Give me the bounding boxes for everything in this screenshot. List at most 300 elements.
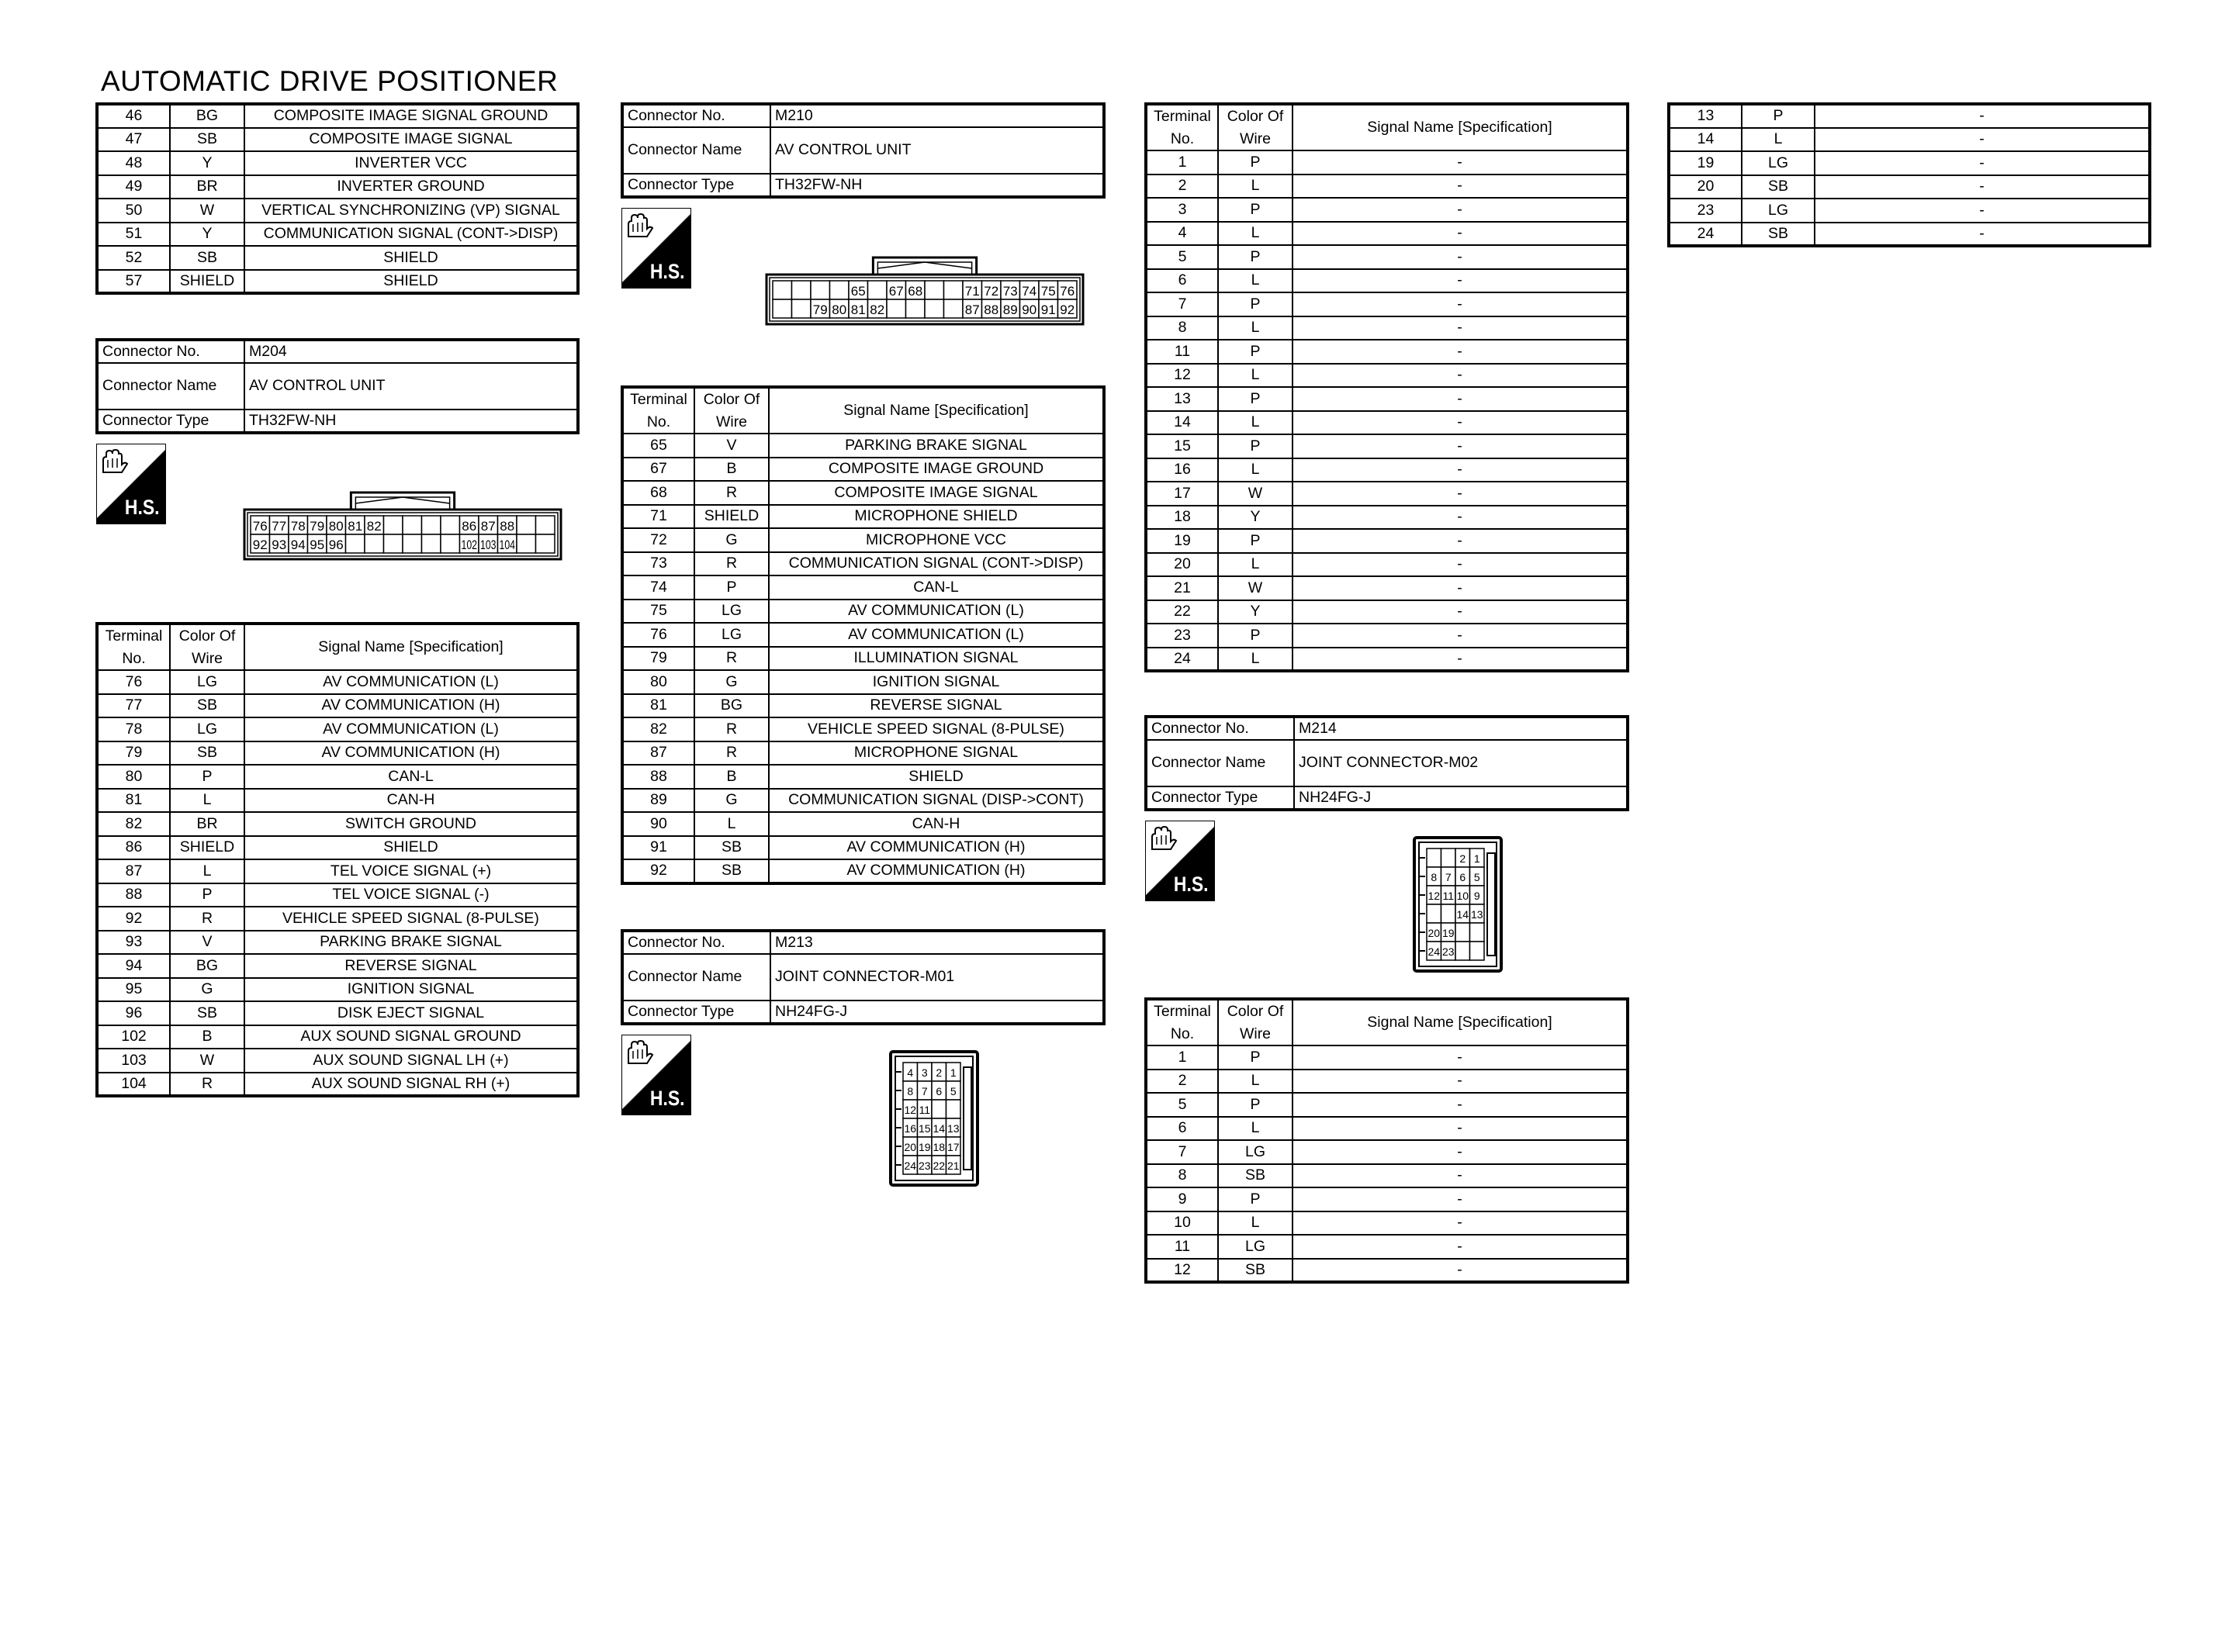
hs-icon [96, 444, 166, 524]
terminal-no-cell: 92 [97, 907, 170, 931]
pin-number: 24 [1427, 945, 1441, 958]
signal-name-cell: AV COMMUNICATION (L) [244, 670, 578, 694]
wire-color-cell: SHIELD [170, 270, 244, 294]
terminal-no-cell: 87 [622, 741, 694, 766]
wire-color-cell: L [1218, 1211, 1293, 1236]
pin-cell [403, 516, 422, 534]
terminal-no-cell: 65 [622, 434, 694, 458]
pin-cell [422, 534, 441, 553]
hs-icon [621, 208, 691, 289]
pin-number: 67 [888, 284, 904, 299]
wire-color-cell: G [694, 670, 769, 694]
hs-label: H.S. [1174, 873, 1209, 896]
pin-cell [944, 299, 964, 318]
pin-number: 87 [964, 302, 980, 317]
wire-color-cell: W [1218, 576, 1293, 600]
terminal-no-cell: 8 [1146, 1164, 1218, 1188]
wire-color-cell: Y [1218, 600, 1293, 624]
table-row [622, 717, 1104, 741]
wire-color-cell: L [170, 859, 244, 883]
pin-number: 8 [1431, 871, 1438, 883]
m210-info-table [621, 102, 1106, 199]
pin-number: 6 [936, 1085, 943, 1097]
pin-cell [811, 281, 830, 299]
pin-cell [944, 281, 964, 299]
table-row [1146, 1117, 1628, 1141]
terminal-no-cell: 78 [97, 717, 170, 741]
signal-name-cell: - [1293, 340, 1628, 364]
hand-icon [1149, 826, 1178, 852]
signal-name-cell: IGNITION SIGNAL [244, 978, 578, 1002]
table-row [1146, 458, 1628, 482]
wire-color-cell: B [694, 765, 769, 789]
pin-number: 81 [850, 302, 866, 317]
connector-no-label: Connector No. [97, 340, 244, 363]
signal-name-cell: INVERTER GROUND [244, 175, 578, 199]
wire-color-cell: LG [694, 600, 769, 624]
m210-terminal-table [621, 385, 1106, 885]
connector-type-value: NH24FG-J [770, 1001, 1104, 1024]
terminal-no-cell: 7 [1146, 1140, 1218, 1164]
m213-info-table [621, 929, 1106, 1025]
signal-name-cell: AV COMMUNICATION (H) [769, 836, 1104, 860]
terminal-no-cell: 88 [97, 883, 170, 907]
pin-number: 92 [1060, 302, 1075, 317]
signal-name-cell: - [1293, 506, 1628, 530]
terminal-no-cell: 76 [622, 623, 694, 647]
signal-name-cell: - [1293, 648, 1628, 672]
terminal-no-cell: 79 [622, 647, 694, 671]
signal-name-cell: REVERSE SIGNAL [769, 694, 1104, 718]
table-row [97, 789, 578, 813]
signal-name-cell: - [1293, 1259, 1628, 1283]
pin-number: 65 [850, 284, 866, 299]
terminal-no-cell: 51 [97, 223, 170, 247]
pin-cell [946, 1100, 961, 1118]
table-row [622, 458, 1104, 482]
table-row [1146, 175, 1628, 199]
terminal-no-cell: 12 [1146, 364, 1218, 388]
wire-color-cell: R [170, 1073, 244, 1097]
signal-name-cell: - [1293, 411, 1628, 435]
terminal-no-cell: 11 [1146, 1235, 1218, 1259]
pin-number: 73 [1002, 284, 1018, 299]
wire-color-cell: LG [170, 670, 244, 694]
signal-name-cell: - [1293, 316, 1628, 340]
terminal-no-cell: 12 [1146, 1259, 1218, 1283]
terminal-header: Terminal No. [1146, 104, 1218, 150]
terminal-no-cell: 67 [622, 458, 694, 482]
signal-name-cell: COMPOSITE IMAGE GROUND [769, 458, 1104, 482]
table-row [622, 434, 1104, 458]
pin-number: 19 [1441, 927, 1455, 939]
wire-color-cell: SB [170, 1001, 244, 1025]
table-row [1146, 292, 1628, 316]
pin-number: 9 [1473, 890, 1480, 902]
pin-number: 3 [921, 1066, 928, 1079]
table-row [1146, 529, 1628, 553]
pin-number: 75 [1040, 284, 1056, 299]
wire-color-cell: P [1218, 529, 1293, 553]
hand-icon [100, 449, 130, 475]
terminal-no-cell: 75 [622, 600, 694, 624]
pin-number: 72 [984, 284, 999, 299]
wire-color-cell: L [1218, 458, 1293, 482]
wire-color-cell: LG [1742, 151, 1815, 175]
pin-number: 14 [933, 1122, 946, 1135]
table-row [1146, 340, 1628, 364]
pin-number: 11 [919, 1104, 931, 1116]
signal-name-cell: - [1293, 482, 1628, 506]
table-row [1146, 1164, 1628, 1188]
pin-cell [441, 516, 460, 534]
table-row [97, 741, 578, 766]
pin-number: 18 [933, 1141, 946, 1153]
signal-name-cell: - [1293, 529, 1628, 553]
wire-color-cell: BR [170, 175, 244, 199]
terminal-no-cell: 10 [1146, 1211, 1218, 1236]
signal-name-cell: SHIELD [769, 765, 1104, 789]
terminal-no-cell: 91 [622, 836, 694, 860]
terminal-no-cell: 46 [97, 104, 170, 128]
signal-name-cell: - [1293, 292, 1628, 316]
table-row [622, 575, 1104, 600]
connector-no-value: M213 [770, 931, 1104, 954]
terminal-no-cell: 80 [97, 765, 170, 789]
pin-number: 86 [462, 519, 477, 534]
terminal-no-cell: 4 [1146, 222, 1218, 246]
signal-name-cell: - [1815, 128, 2150, 152]
connector-type-label: Connector Type [97, 410, 244, 433]
pin-number: 91 [1040, 302, 1056, 317]
table-row [1146, 576, 1628, 600]
color-header: Color Of Wire [1218, 104, 1293, 150]
wire-color-cell: R [694, 717, 769, 741]
signal-name-cell: - [1293, 1235, 1628, 1259]
table-row [1146, 1259, 1628, 1283]
pin-number: 4 [907, 1066, 914, 1079]
table-row [622, 600, 1104, 624]
pin-number: 88 [500, 519, 515, 534]
pin-number: 2 [936, 1066, 943, 1079]
terminal-no-cell: 95 [97, 978, 170, 1002]
wire-color-cell: W [170, 199, 244, 223]
pin-number: 13 [1470, 908, 1483, 921]
pin-cell [517, 534, 536, 553]
wire-color-cell: SB [1218, 1164, 1293, 1188]
wire-color-cell: LG [1218, 1140, 1293, 1164]
table-row [97, 883, 578, 907]
signal-name-cell: - [1293, 1117, 1628, 1141]
pin-number: 103 [480, 537, 497, 552]
connector-type-label: Connector Type [622, 1001, 770, 1024]
wire-color-cell: L [1218, 316, 1293, 340]
signal-header: Signal Name [Specification] [1293, 999, 1628, 1045]
table-row [1669, 151, 2150, 175]
terminal-no-cell: 71 [622, 505, 694, 529]
wire-color-cell: G [694, 528, 769, 552]
terminal-no-cell: 11 [1146, 340, 1218, 364]
pin-number: 88 [984, 302, 999, 317]
wire-color-cell: V [170, 931, 244, 955]
terminal-no-cell: 24 [1669, 223, 1742, 247]
table-row [97, 175, 578, 199]
pin-number: 20 [904, 1141, 917, 1153]
terminal-no-cell: 76 [97, 670, 170, 694]
table-row [1146, 269, 1628, 293]
wire-color-cell: SB [1742, 175, 1815, 199]
signal-name-cell: - [1293, 269, 1628, 293]
table-row [622, 670, 1104, 694]
pin-cell [868, 281, 888, 299]
table-row [97, 717, 578, 741]
signal-name-cell: REVERSE SIGNAL [244, 954, 578, 978]
wire-color-cell: L [1218, 648, 1293, 672]
pin-number: 78 [290, 519, 306, 534]
wire-color-cell: L [694, 812, 769, 836]
terminal-header: Terminal No. [97, 624, 170, 670]
terminal-no-cell: 6 [1146, 269, 1218, 293]
hs-label: H.S. [650, 1087, 685, 1110]
signal-name-cell: - [1293, 458, 1628, 482]
wire-color-cell: L [1218, 222, 1293, 246]
wire-color-cell: SB [170, 246, 244, 270]
terminal-no-cell: 22 [1146, 600, 1218, 624]
terminal-no-cell: 82 [622, 717, 694, 741]
table-row [1146, 198, 1628, 222]
pin-cell [932, 1100, 946, 1118]
table-row [1146, 316, 1628, 340]
pin-number: 2 [1459, 852, 1466, 865]
pin-number: 7 [921, 1085, 928, 1097]
pin-number: 5 [1473, 871, 1480, 883]
table-row [97, 128, 578, 152]
signal-name-cell: VEHICLE SPEED SIGNAL (8-PULSE) [244, 907, 578, 931]
table-row [622, 789, 1104, 813]
signal-name-cell: - [1293, 198, 1628, 222]
signal-name-cell: - [1293, 1093, 1628, 1117]
hs-icon [621, 1035, 691, 1115]
terminal-no-cell: 80 [622, 670, 694, 694]
table-row [97, 670, 578, 694]
signal-name-cell: IGNITION SIGNAL [769, 670, 1104, 694]
table-row [97, 1001, 578, 1025]
pin-cell [1470, 942, 1485, 960]
table-row [1146, 600, 1628, 624]
signal-name-cell: - [1293, 1140, 1628, 1164]
pin-cell [925, 281, 944, 299]
signal-name-cell: - [1293, 624, 1628, 648]
signal-name-cell: CAN-H [769, 812, 1104, 836]
terminal-no-cell: 92 [622, 859, 694, 883]
pin-number: 89 [1002, 302, 1018, 317]
table-row [622, 647, 1104, 671]
table-row [97, 859, 578, 883]
pin-number: 94 [290, 537, 306, 552]
table-row [1146, 506, 1628, 530]
signal-header: Signal Name [Specification] [244, 624, 578, 670]
terminal-no-cell: 74 [622, 575, 694, 600]
pin-number: 1 [950, 1066, 957, 1079]
terminal-no-cell: 90 [622, 812, 694, 836]
wire-color-cell: P [1218, 150, 1293, 175]
pin-number: 71 [964, 284, 980, 299]
terminal-no-cell: 82 [97, 812, 170, 836]
signal-name-cell: - [1815, 151, 2150, 175]
pin-number: 90 [1022, 302, 1037, 317]
table-row [1146, 245, 1628, 269]
signal-name-cell: - [1293, 364, 1628, 388]
color-header: Color Of Wire [1218, 999, 1293, 1045]
pin-cell [536, 534, 555, 553]
m213-connector-face [884, 1049, 985, 1208]
wire-color-cell: BG [170, 104, 244, 128]
pin-number: 92 [252, 537, 268, 552]
terminal-no-cell: 73 [622, 552, 694, 576]
pin-number: 5 [950, 1085, 957, 1097]
pin-number: 20 [1427, 927, 1441, 939]
wire-color-cell: P [170, 765, 244, 789]
signal-name-cell: - [1293, 245, 1628, 269]
pin-cell [384, 516, 403, 534]
pin-cell [1441, 848, 1456, 867]
pin-number: 77 [272, 519, 287, 534]
terminal-no-cell: 13 [1669, 104, 1742, 128]
signal-header: Signal Name [Specification] [1293, 104, 1628, 150]
pin-cell [830, 281, 850, 299]
table-row [97, 151, 578, 175]
hand-icon [625, 213, 655, 240]
wire-color-cell: L [1218, 1070, 1293, 1094]
color-header: Color Of Wire [694, 387, 769, 434]
wire-color-cell: B [170, 1025, 244, 1049]
terminal-no-cell: 50 [97, 199, 170, 223]
pin-cell [346, 534, 365, 553]
table-row [97, 199, 578, 223]
wire-color-cell: B [694, 458, 769, 482]
pin-number: 87 [480, 519, 496, 534]
pin-number: 74 [1022, 284, 1037, 299]
table-row [622, 836, 1104, 860]
connector-name-value: AV CONTROL UNIT [770, 127, 1104, 174]
terminal-no-cell: 19 [1146, 529, 1218, 553]
terminal-no-cell: 5 [1146, 1093, 1218, 1117]
pin-cell [773, 281, 792, 299]
connector-type-value: NH24FG-J [1294, 786, 1628, 810]
wire-color-cell: P [694, 575, 769, 600]
pin-number: 8 [907, 1085, 914, 1097]
table-row [1669, 128, 2150, 152]
pin-cell [887, 299, 906, 318]
terminal-no-cell: 87 [97, 859, 170, 883]
table-row [1146, 1140, 1628, 1164]
wire-color-cell: R [694, 741, 769, 766]
wire-color-cell: G [694, 789, 769, 813]
pin-number: 82 [870, 302, 885, 317]
pin-number: 15 [918, 1122, 931, 1135]
pin-number: 17 [946, 1141, 960, 1153]
terminal-header: Terminal No. [1146, 999, 1218, 1045]
m213-connector-drawing [884, 1049, 985, 1204]
signal-name-cell: - [1293, 553, 1628, 577]
terminal-no-cell: 9 [1146, 1187, 1218, 1211]
signal-name-cell: - [1293, 1211, 1628, 1236]
signal-name-cell: - [1293, 1164, 1628, 1188]
terminal-no-cell: 93 [97, 931, 170, 955]
m210-connector-drawing [765, 250, 1106, 327]
signal-name-cell: SWITCH GROUND [244, 812, 578, 836]
wire-color-cell: P [1742, 104, 1815, 128]
signal-name-cell: TEL VOICE SIGNAL (-) [244, 883, 578, 907]
m214-info-table [1144, 715, 1629, 811]
signal-name-cell: - [1293, 576, 1628, 600]
signal-name-cell: COMMUNICATION SIGNAL (CONT->DISP) [769, 552, 1104, 576]
signal-name-cell: AV COMMUNICATION (L) [769, 623, 1104, 647]
signal-name-cell: SHIELD [244, 246, 578, 270]
terminal-no-cell: 24 [1146, 648, 1218, 672]
signal-name-cell: MICROPHONE VCC [769, 528, 1104, 552]
wire-color-cell: P [170, 883, 244, 907]
signal-name-cell: AV COMMUNICATION (H) [769, 859, 1104, 883]
signal-name-cell: COMMUNICATION SIGNAL (DISP->CONT) [769, 789, 1104, 813]
wire-color-cell: BG [694, 694, 769, 718]
terminal-no-cell: 7 [1146, 292, 1218, 316]
pin-number: 76 [252, 519, 268, 534]
pin-number: 13 [946, 1122, 960, 1135]
terminal-no-cell: 14 [1669, 128, 1742, 152]
table-row [97, 812, 578, 836]
table-row [1146, 1070, 1628, 1094]
terminal-no-cell: 19 [1669, 151, 1742, 175]
signal-name-cell: COMPOSITE IMAGE SIGNAL [769, 481, 1104, 505]
pin-cell [1441, 904, 1456, 923]
table-row [1146, 1093, 1628, 1117]
pin-cell [1455, 942, 1470, 960]
m214-connector-drawing [1408, 835, 1509, 990]
wire-color-cell: P [1218, 198, 1293, 222]
pin-cell [365, 534, 384, 553]
pin-cell [1470, 923, 1485, 942]
pin-number: 104 [499, 537, 515, 552]
hand-icon [625, 1040, 655, 1066]
pin-number: 102 [461, 537, 477, 552]
terminal-header: Terminal No. [622, 387, 694, 434]
connector-no-label: Connector No. [622, 104, 770, 127]
pin-cell [517, 516, 536, 534]
wire-color-cell: L [1218, 1117, 1293, 1141]
pin-number: 96 [328, 537, 344, 552]
terminal-no-cell: 3 [1146, 198, 1218, 222]
table-row [97, 246, 578, 270]
pin-number: 10 [1456, 890, 1469, 902]
table-row [1146, 1045, 1628, 1070]
pin-number: 80 [832, 302, 847, 317]
terminal-no-cell: 72 [622, 528, 694, 552]
table-row [97, 104, 578, 128]
signal-name-cell: AUX SOUND SIGNAL LH (+) [244, 1049, 578, 1073]
signal-name-cell: VEHICLE SPEED SIGNAL (8-PULSE) [769, 717, 1104, 741]
table-row [1146, 624, 1628, 648]
terminal-no-cell: 5 [1146, 245, 1218, 269]
wire-color-cell: L [1218, 553, 1293, 577]
pin-number: 1 [1473, 852, 1480, 865]
pin-cell [403, 534, 422, 553]
pin-cell [925, 299, 944, 318]
wire-color-cell: R [694, 552, 769, 576]
m214-connector-face [1408, 835, 1509, 994]
connector-name-label: Connector Name [622, 954, 770, 1001]
table-row [97, 1049, 578, 1073]
